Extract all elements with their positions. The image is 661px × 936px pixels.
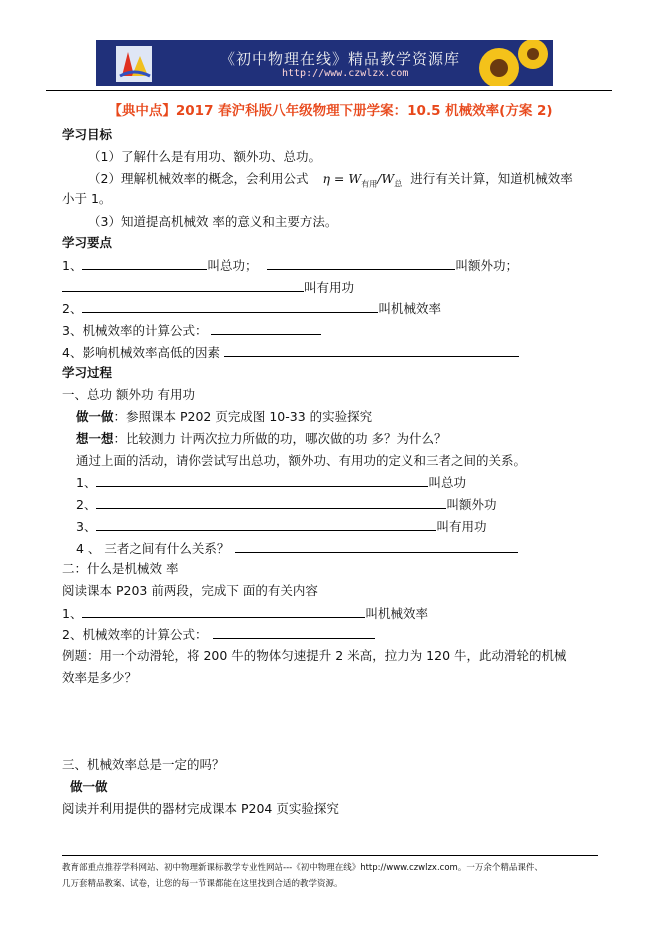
part-1-heading: 一、总功 额外功 有用功 <box>62 387 195 402</box>
goal-2-continued: 小于 1。 <box>62 191 112 206</box>
document-title: 【典中点】2017 春沪科版八年级物理下册学案：10.5 机械效率(方案 2) <box>108 103 553 119</box>
fill-blank[interactable] <box>267 257 455 270</box>
question-3: 3、 叫有用功 <box>76 519 487 534</box>
definition-efficiency: 1、 叫机械效率 <box>62 606 428 621</box>
keypoint-3: 3、机械效率的计算公式： <box>62 322 321 339</box>
sunflower-icon <box>469 40 549 86</box>
fill-blank[interactable] <box>96 496 446 509</box>
do-activity: 做一做：参照课本 P202 页完成图 10-33 的实验探究 <box>76 409 373 424</box>
header-banner <box>96 40 553 86</box>
header-rule <box>46 90 612 91</box>
goal-2-text-end: 进行有关计算，知道机械效率 <box>410 171 573 186</box>
goal-2-text: （2）理解机械效率的概念，会利用公式 <box>88 171 309 186</box>
fill-blank[interactable] <box>211 322 321 335</box>
think-activity: 想一想：比较测力 计两次拉力所做的功，哪次做的功 多？为什么？ <box>76 431 447 446</box>
fill-blank[interactable] <box>213 626 375 639</box>
footer-line-2: 几万套精品教案、试卷，让您的每一节课都能在这里找到合适的教学资源。 <box>62 879 343 889</box>
fill-blank[interactable] <box>82 300 378 313</box>
part-2-heading: 二：什么是机械效 率 <box>62 561 179 576</box>
experiment-task: 阅读并利用提供的器材完成课本 P204 页实验探究 <box>62 801 339 816</box>
site-logo-icon <box>116 46 152 82</box>
efficiency-formula-question: 2、机械效率的计算公式： <box>62 626 375 643</box>
fill-blank[interactable] <box>82 257 207 270</box>
instruction: 通过上面的活动，请你尝试写出总功，额外功、有用功的定义和三者之间的关系。 <box>76 453 527 468</box>
banner-title: 《初中物理在线》精品教学资源库 <box>220 50 461 68</box>
goal-2 <box>88 171 573 193</box>
fill-blank[interactable] <box>235 540 518 553</box>
fill-blank[interactable] <box>96 474 428 487</box>
footer-rule <box>62 855 598 856</box>
goal-1: （1）了解什么是有用功、额外功、总功。 <box>88 149 321 164</box>
banner-url: http://www.czwlzx.com <box>282 68 409 79</box>
keypoint-1: 1、 叫总功； 叫额外功； <box>62 258 518 273</box>
question-4: 4 、 三者之间有什么关系？ <box>76 540 518 557</box>
do-activity-2: 做一做 <box>70 779 108 794</box>
keypoint-1-cont: 叫有用功 <box>62 279 354 296</box>
fill-blank[interactable] <box>62 279 304 292</box>
section-heading-goals: 学习目标 <box>62 127 113 142</box>
keypoint-4: 4、影响机械效率高低的因素 <box>62 344 519 361</box>
footer-line-1: 教育部重点推荐学科网站、初中物理新课标教学专业性网站---《初中物理在线》http://www.czwlzx.com。一万余个精品课件、 <box>62 863 543 873</box>
goal-3: （3）知道提高机械效 率的意义和主要方法。 <box>88 214 338 229</box>
example-problem-cont: 效率是多少？ <box>62 670 138 685</box>
question-2: 2、 叫额外功 <box>76 497 497 512</box>
fill-blank[interactable] <box>224 344 519 357</box>
part-3-heading: 三、机械效率总是一定的吗？ <box>62 757 225 772</box>
reading-task: 阅读课本 P203 前两段，完成下 面的有关内容 <box>62 583 318 598</box>
fill-blank[interactable] <box>82 605 365 618</box>
section-heading-process: 学习过程 <box>62 365 113 380</box>
section-heading-keypoints: 学习要点 <box>62 235 113 250</box>
question-1: 1、 叫总功 <box>76 475 466 490</box>
efficiency-formula: $\eta = W_{有用}/W_总$ <box>322 171 403 189</box>
keypoint-2: 2、 叫机械效率 <box>62 301 441 316</box>
example-problem: 例题：用一个动滑轮，将 200 牛的物体匀速提升 2 米高，拉力为 120 牛，此动滑轮的机械 <box>62 648 567 663</box>
fill-blank[interactable] <box>96 518 436 531</box>
